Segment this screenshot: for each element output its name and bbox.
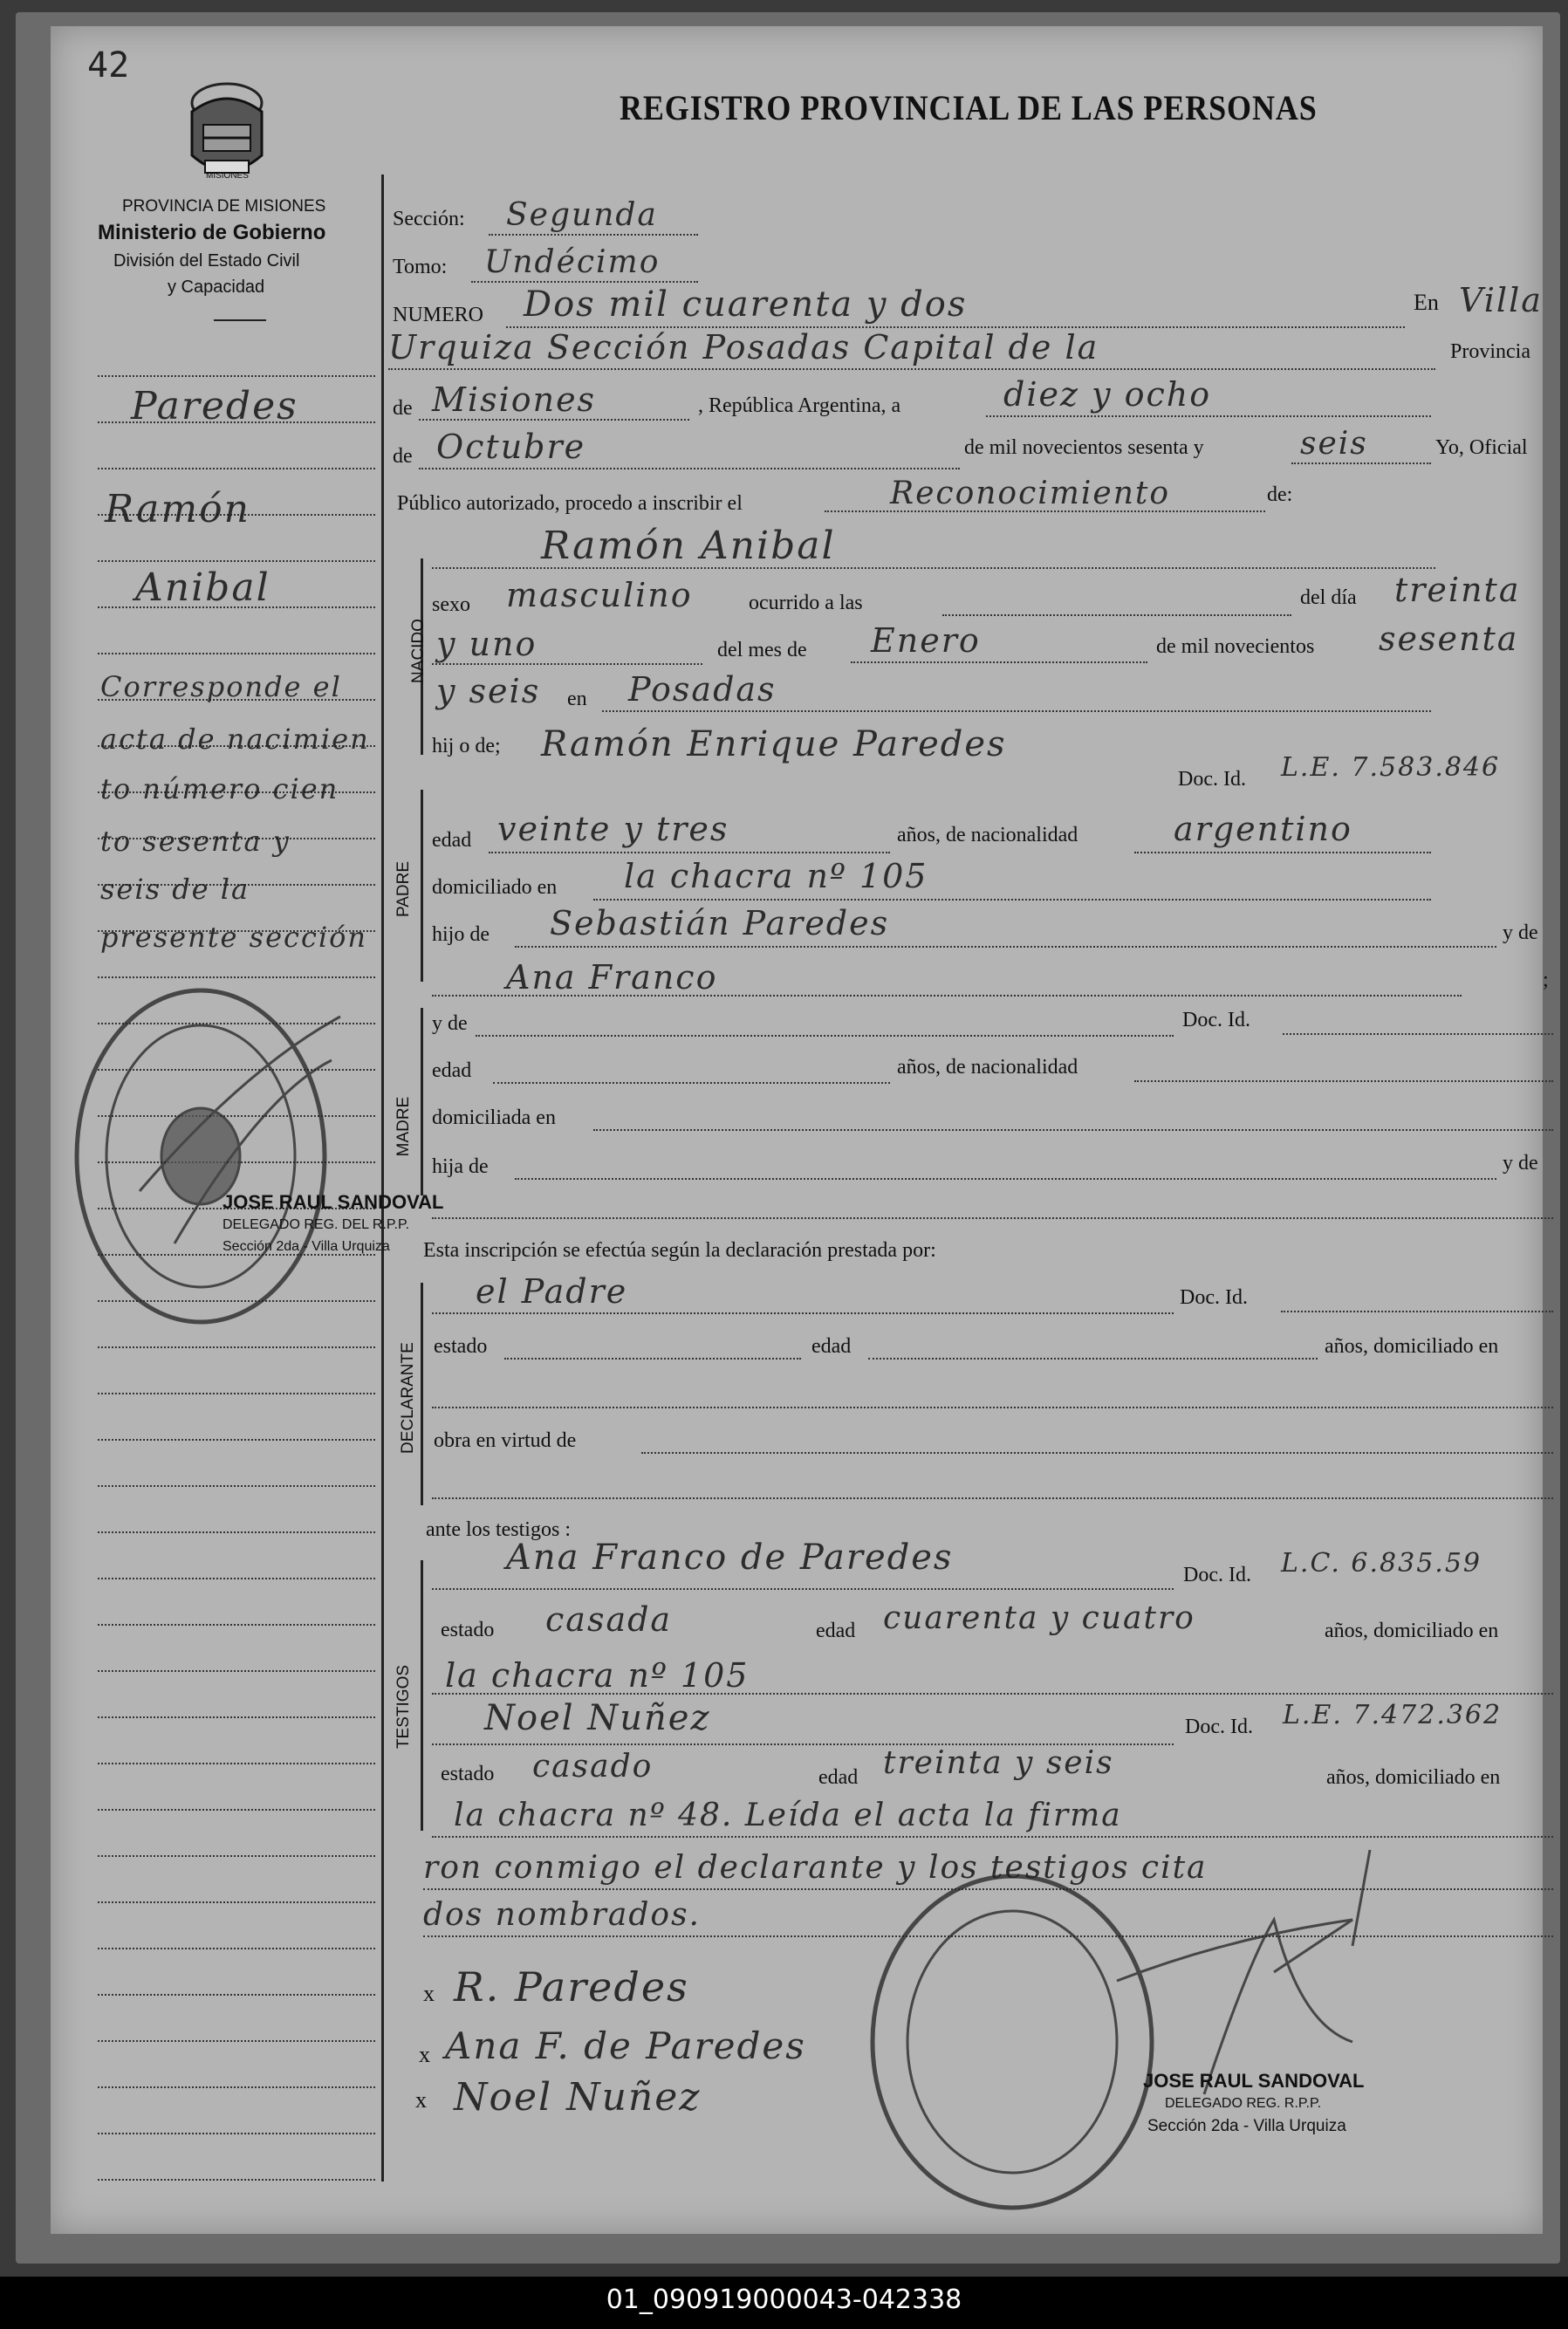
margin-line [98, 1624, 375, 1626]
declarante-value: el Padre [476, 1272, 628, 1311]
nacido-anio-value-2: y seis [436, 672, 541, 710]
margin-line [98, 468, 375, 469]
testigo1-domicilio: la chacra nº 105 [445, 1656, 750, 1695]
margin-line [98, 1948, 375, 1949]
signature-mark-3: x [415, 2087, 427, 2113]
margin-line [98, 1716, 375, 1718]
crest-label: MISIONES [206, 171, 249, 181]
en-value: Villa [1459, 281, 1543, 319]
de-label: de [393, 397, 413, 420]
padre-semicolon: ; [1543, 969, 1549, 991]
padre-y-de-label: y de [1503, 921, 1538, 944]
anio-value: seis [1300, 426, 1368, 462]
madre-hija-label: hija de [432, 1155, 489, 1178]
margin-note-1: Ramón [105, 487, 250, 531]
testigo2-nombre: Noel Nuñez [484, 1698, 711, 1738]
margin-note-7: seis de la [100, 873, 250, 906]
en-label-2: en [567, 688, 587, 710]
mes-value: Octubre [436, 428, 586, 466]
nacido-dia-value-2: y uno [436, 625, 538, 663]
doc-label-1: Doc. Id. [1178, 768, 1246, 791]
mil-novecientos-label: de mil novecientos [1156, 635, 1315, 658]
header-underline [214, 319, 266, 321]
de-colon-label: de: [1267, 483, 1293, 506]
official-seal-upper-icon [70, 964, 349, 1331]
seccion-value: Segunda [506, 197, 658, 233]
margin-line [98, 653, 375, 654]
declaracion-label: Esta inscripción se efectúa según la declaración prestada por: [423, 1239, 936, 1262]
publico-label: Público autorizado, procedo a inscribir el [397, 492, 743, 515]
numero-value: Dos mil cuarenta y dos [524, 284, 968, 325]
sexo-label: sexo [432, 593, 470, 616]
margin-line [98, 1393, 375, 1394]
ministry-label: Ministerio de Gobierno [98, 221, 326, 244]
margin-line [98, 2133, 375, 2134]
testigo1-doc: L.C. 6.835.59 [1281, 1548, 1482, 1579]
upper-stamp-role: DELEGADO REG. DEL R.P.P. [223, 1217, 410, 1232]
margin-note-3: Corresponde el [100, 670, 342, 703]
declarante-anios-label: años, domiciliado en [1325, 1335, 1499, 1358]
ocurrido-label: ocurrido a las [749, 592, 863, 614]
tomo-label: Tomo: [393, 256, 448, 278]
mes-label: del mes de [717, 639, 807, 661]
nombre-value: Ramón Anibal [541, 524, 836, 568]
closing-line-1: ron conmigo el declarante y los testigos cita [423, 1850, 1208, 1886]
margin-line [98, 1531, 375, 1533]
padre-madre-value: Ana Franco [506, 958, 718, 997]
republica-label: , República Argentina, a [698, 394, 901, 417]
madre-doc-label: Doc. Id. [1182, 1009, 1250, 1031]
testigo2-domicilio: la chacra nº 48. Leída el acta la firma [454, 1798, 1122, 1833]
nacido-dia-value: treinta [1394, 571, 1521, 609]
division-label-1: División del Estado Civil [113, 251, 300, 271]
padre-edad-value: veinte y tres [497, 810, 729, 848]
testigo1-estado-label: estado [441, 1619, 495, 1641]
margin-line [98, 1485, 375, 1487]
upper-stamp-section: Sección 2da - Villa Urquiza [223, 1239, 390, 1254]
margin-note-5: to número cien [100, 772, 339, 805]
yo-label: Yo, Oficial [1435, 436, 1528, 459]
testigo1-nombre: Ana Franco de Paredes [506, 1538, 954, 1578]
closing-line-2: dos nombrados. [423, 1897, 701, 1933]
madre-domicilio-label: domiciliada en [432, 1106, 556, 1129]
official-seal-lower-icon [864, 1832, 1492, 2216]
obra-label: obra en virtud de [434, 1429, 577, 1452]
lower-stamp-section: Sección 2da - Villa Urquiza [1147, 2117, 1346, 2135]
en-label: En [1414, 290, 1439, 315]
margin-line [98, 1670, 375, 1672]
lower-stamp-role: DELEGADO REG. R.P.P. [1165, 2096, 1322, 2111]
testigo1-doc-label: Doc. Id. [1183, 1564, 1251, 1586]
section-madre: MADRE [394, 1096, 413, 1157]
dia-value: diez y ocho [1003, 375, 1212, 414]
nacido-mes-value: Enero [871, 621, 981, 660]
padre-hijo-label: hijo de [432, 923, 490, 946]
sexo-value: masculino [506, 576, 693, 614]
del-dia-label: del día [1300, 586, 1357, 609]
margin-note-2: Anibal [135, 565, 270, 610]
madre-anios-label: años, de nacionalidad [897, 1056, 1078, 1079]
doc-value-1: L.E. 7.583.846 [1281, 752, 1501, 783]
ante-testigos-label: ante los testigos : [426, 1518, 571, 1541]
margin-divider [381, 175, 384, 2182]
section-padre: PADRE [394, 860, 413, 918]
margin-line [98, 1763, 375, 1764]
place-value: Urquiza Sección Posadas Capital de la [388, 328, 1099, 366]
testigo2-anios-label: años, domiciliado en [1326, 1766, 1501, 1789]
de-label-2: de [393, 445, 413, 468]
declarante-doc-label: Doc. Id. [1180, 1286, 1248, 1309]
margin-line [98, 2179, 375, 2181]
signature-mark-2: x [419, 2042, 430, 2067]
nacido-anio-value: sesenta [1379, 620, 1519, 658]
page-number: 42 [87, 45, 130, 86]
madre-y-de-label: y de [432, 1012, 468, 1035]
lower-stamp-name: JOSE RAUL SANDOVAL [1143, 2070, 1365, 2092]
upper-stamp-name: JOSE RAUL SANDOVAL [223, 1191, 444, 1213]
section-testigos: TESTIGOS [394, 1664, 413, 1750]
testigo2-doc: L.E. 7.472.362 [1283, 1700, 1503, 1730]
padre-domicilio-label: domiciliado en [432, 876, 558, 899]
signature-3: Noel Nuñez [454, 2075, 702, 2120]
madre-y-de-label-2: y de [1503, 1152, 1538, 1175]
margin-note-8: presente sección [100, 921, 367, 954]
division-label-2: y Capacidad [168, 277, 265, 297]
margin-line [98, 1855, 375, 1857]
testigo1-anios-label: años, domiciliado en [1325, 1620, 1499, 1642]
lugar-value: Posadas [628, 670, 777, 709]
margin-line [98, 1346, 375, 1348]
padre-domicilio-value: la chacra nº 105 [624, 857, 928, 895]
testigo1-edad: cuarenta y cuatro [883, 1600, 1195, 1636]
madre-edad-label: edad [432, 1059, 472, 1082]
signature-mark-1: x [423, 1981, 435, 2006]
margin-line [98, 2086, 375, 2088]
numero-label: NUMERO [393, 304, 484, 326]
margin-note-6: to sesenta y [100, 825, 291, 858]
testigo1-estado: casada [545, 1600, 673, 1639]
padre-anios-label: años, de nacionalidad [897, 824, 1078, 846]
margin-line [98, 1578, 375, 1579]
padre-nac-value: argentino [1174, 810, 1352, 848]
mil-label: de mil novecientos sesenta y [964, 436, 1204, 459]
testigo2-estado-label: estado [441, 1763, 495, 1785]
margin-line [98, 1809, 375, 1811]
testigo2-edad-label: edad [818, 1766, 859, 1789]
testigo2-estado: casado [532, 1749, 654, 1784]
province-label: PROVINCIA DE MISIONES [122, 197, 326, 216]
hijo-label: hij o de; [432, 735, 501, 757]
margin-note-0: Paredes [131, 384, 298, 428]
margin-line [98, 2040, 375, 2042]
margin-line [98, 1901, 375, 1903]
margin-line [98, 1439, 375, 1441]
declarante-edad-label: edad [811, 1335, 852, 1358]
signature-1: R. Paredes [454, 1963, 689, 2010]
acto-value: Reconocimiento [890, 476, 1171, 511]
tomo-value: Undécimo [484, 244, 661, 280]
padre-nombre-value: Ramón Enrique Paredes [541, 724, 1007, 764]
signature-2: Ana F. de Paredes [445, 2024, 806, 2067]
margin-line [98, 1994, 375, 1996]
margin-note-4: acta de nacimien [100, 723, 370, 756]
margin-line [98, 560, 375, 562]
testigo2-doc-label: Doc. Id. [1185, 1716, 1253, 1738]
testigo1-edad-label: edad [816, 1620, 856, 1642]
margin-line [98, 375, 375, 377]
testigo2-edad: treinta y seis [883, 1745, 1114, 1781]
section-declarante: DECLARANTE [399, 1342, 417, 1454]
section-nacido: NACIDO [409, 619, 428, 683]
provincia-value: Misiones [432, 380, 597, 419]
declarante-estado-label: estado [434, 1335, 488, 1358]
seccion-label: Sección: [393, 208, 465, 230]
padre-edad-label: edad [432, 829, 472, 852]
document-id: 01_090919000043-042338 [606, 2284, 962, 2315]
provincia-label: Provincia [1450, 340, 1530, 363]
document-title: REGISTRO PROVINCIAL DE LAS PERSONAS [620, 88, 1318, 127]
padre-hijo-value: Sebastián Paredes [550, 904, 890, 942]
